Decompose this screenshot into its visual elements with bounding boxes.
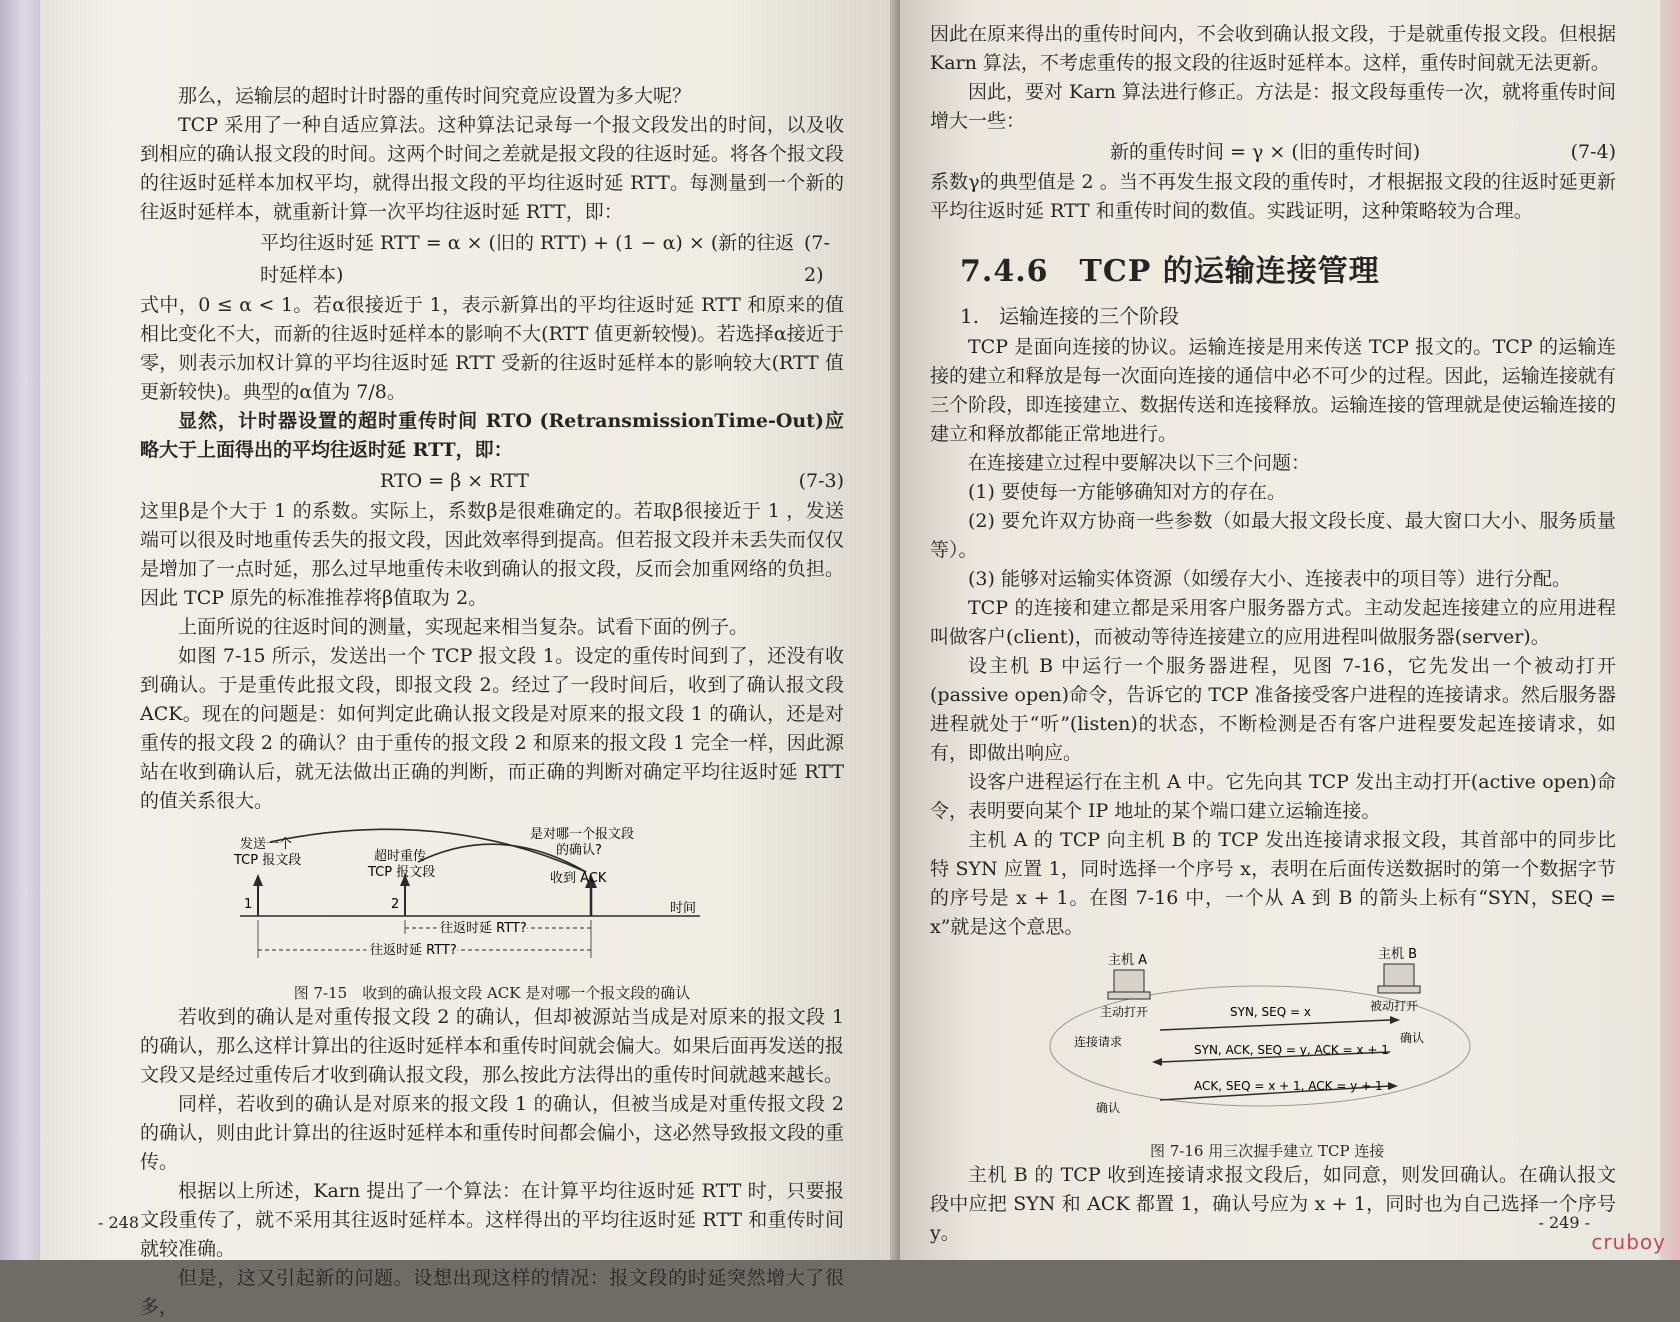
retx-label: TCP 报文段 (368, 865, 436, 880)
section-heading: 7.4.6 TCP 的运输连接管理 (960, 254, 1380, 289)
paragraph: 根据以上所述，Karn 提出了一个算法：在计算平均往返时延 RTT 时，只要报文段重传了，就不采用其往返时延样本。这样得出的平均往返时延 RTT 和重传时间就较准确。 (140, 1180, 844, 1260)
msg-syn: SYN, SEQ = x (1230, 1005, 1311, 1019)
formula-7-4 (930, 136, 1616, 168)
time-label: 时间 (670, 901, 697, 916)
list-item: (3) 能够对运输实体资源（如缓存大小、连接表中的项目等）进行分配。 (968, 568, 1571, 590)
host-a-computer-icon (1114, 970, 1144, 992)
page-number: - 249 - (1538, 1213, 1590, 1232)
paragraph: TCP 是面向连接的协议。运输连接是用来传送 TCP 报文的。TCP 的运输连接的建立和释放是每一次面向连接的通信中必不可少的过程。因此，运输连接就有三个阶段，即连接建立、数据传送和连接释放。运输连接的管理就是使运输连接的建立和释放都能正常地进行。 (930, 336, 1616, 445)
figure-7-16 (930, 947, 1616, 1161)
arrowhead (1388, 1082, 1398, 1090)
host-b-keyboard (1378, 986, 1420, 993)
paragraph: 设主机 B 中运行一个服务器进程，见图 7-16，它先发出一个被动打开(passive open)命令，告诉它的 TCP 准备接受客户进程的连接请求。然后服务器进程就处于“听”(listen)的状态，不断检测是否有客户进程要发起连接请求，如有，即做出响应。 (930, 655, 1616, 764)
paragraph: 如图 7-15 所示，发送出一个 TCP 报文段 1。设定的重传时间到了，还没有收到确认。于是重传此报文段，即报文段 2。经过了一段时间后，收到了确认报文段 ACK。现在的问题是：如何判定此确认报文段是对原来的报文段 1 的确认，还是对重传的报文段 2 的确认？由于重传的报文段 2 和原来的报文段 1 完全一样，因此源站在收到确认后，就无法做出正确的判断，而正确的判断对确定平均往返时延 RTT 的值关系很大。 (140, 645, 844, 812)
formula-7-3 (140, 465, 844, 497)
paragraph: 显然，计时器设置的超时重传时间 RTO (RetransmissionTime-Out)应略大于上面得出的平均往返时延 RTT，即： (140, 410, 844, 461)
send-label: TCP 报文段 (234, 853, 302, 868)
arrowhead (1152, 1058, 1162, 1066)
paragraph: TCP 的连接和建立都是采用客户服务器方式。主动发起连接建立的应用进程叫做客户(client)，而被动等待连接建立的应用进程叫做服务器(server)。 (930, 597, 1616, 648)
page-stack-edge (1660, 0, 1680, 1260)
host-a-keyboard (1108, 992, 1150, 999)
conn-request-label: 连接请求 (1074, 1035, 1123, 1049)
watermark: cruboy (1591, 1230, 1666, 1254)
rtt-label-1: 往返时延 RTT? (370, 943, 457, 958)
paragraph: 但是，这又引起新的问题。设想出现这样的情况：报文段的时延突然增大了很多， (140, 1267, 844, 1318)
active-open-label: 主动打开 (1100, 1005, 1149, 1019)
list-item: (1) 要使每一方能够确知对方的存在。 (968, 481, 1286, 503)
msg-syn-ack: SYN, ACK, SEQ = y, ACK = x + 1 (1194, 1043, 1389, 1057)
msg-ack: ACK, SEQ = x + 1, ACK = y + 1 (1194, 1079, 1383, 1093)
formula-text: RTO = β × RTT (380, 470, 529, 492)
rtt-label-2: 往返时延 RTT? (440, 921, 527, 936)
paragraph: 因此，要对 Karn 算法进行修正。方法是：报文段每重传一次，就将重传时间增大一些： (930, 81, 1616, 132)
paragraph: 上面所说的往返时间的测量，实现起来相当复杂。试看下面的例子。 (178, 616, 749, 638)
host-a-label: 主机 A (1108, 953, 1148, 968)
host-b-label: 主机 B (1378, 947, 1418, 962)
paragraph: 主机 B 的 TCP 收到连接请求报文段后，如同意，则发回确认。在确认报文段中应把 SYN 和 ACK 都置 1，确认号应为 x + 1，同时也为自己选择一个序号 y。 (930, 1164, 1616, 1244)
paragraph: 设客户进程运行在主机 A 中。它先向其 TCP 发出主动打开(active open)命令，表明要向某个 IP 地址的某个端口建立运输连接。 (930, 771, 1616, 822)
formula-number: (7-4) (1570, 141, 1616, 163)
formula-number: (7-2) (804, 232, 830, 286)
paragraph: 若收到的确认是对重传报文段 2 的确认，但却被源站当成是对原来的报文段 1 的确认，那么这样计算出的往返时延样本和重传时间就会偏大。如果后面再发送的报文段又是经过重传后才收到确认报文段，那么按此方法得出的重传时间就越来越长。 (140, 1006, 844, 1086)
figure-caption: 图 7-16 用三次握手建立 TCP 连接 (1150, 1142, 1385, 1160)
which-label: 的确认? (556, 843, 602, 858)
host-b-computer-icon (1384, 964, 1414, 986)
paragraph: 主机 A 的 TCP 向主机 B 的 TCP 发出连接请求报文段，其首部中的同步比特 SYN 应置 1，同时选择一个序号 x，表明在后面传送数据时的第一个数据字节的序号是 x + 1。在图 7-16 中，一个从 A 到 B 的箭头上标有“SYN，SEQ = x”就是这个意思。 (930, 829, 1616, 938)
subsection-heading: 1. 运输连接的三个阶段 (960, 304, 1180, 328)
paragraph: 式中，0 ≤ α < 1。若α很接近于 1，表示新算出的平均往返时延 RTT 和原来的值相比变化不大，而新的往返时延样本的影响不大(RTT 值更新较慢)。若选择α接近于零，则表示加权计算的平均往返时延 RTT 受新的往返时延样本的影响较大(RTT 值更新较快)。典型的α值为 7/8。 (140, 294, 844, 403)
formula-number: (7-3) (798, 470, 844, 492)
figure-7-15 (140, 824, 844, 1003)
confirm-a-label: 确认 (1096, 1101, 1121, 1115)
segment-2-number: 2 (391, 897, 400, 912)
arrowhead (253, 874, 263, 886)
formula-text: 新的重传时间 = γ × (旧的重传时间) (1110, 141, 1421, 163)
paragraph: 系数γ的典型值是 2 。当不再发生报文段的重传时，才根据报文段的往返时延更新平均往返时延 RTT 和重传时间的数值。实践证明，这种策略较为合理。 (930, 171, 1616, 222)
formula-text: 平均往返时延 RTT = α × (旧的 RTT) + (1 − α) × (新的往返时延样本) (260, 232, 795, 286)
send-label: 发送一个 (240, 837, 293, 852)
paragraph: 同样，若收到的确认是对原来的报文段 1 的确认，但被当成是对重传报文段 2 的确认，则由此计算出的往返时延样本和重传时间都会偏小，这必然导致报文段的重传。 (140, 1093, 844, 1173)
paragraph: 那么，运输层的超时计时器的重传时间究竟应设置为多大呢？ (178, 85, 692, 107)
paragraph: TCP 采用了一种自适应算法。这种算法记录每一个报文段发出的时间，以及收到相应的确认报文段的时间。这两个时间之差就是报文段的往返时延。将各个报文段的往返时延样本加权平均，就得出报文段的平均往返时延 RTT。每测量到一个新的往返时延样本，就重新计算一次平均往返时延 RTT，即： (140, 114, 844, 223)
page-number: - 248 - (98, 1213, 150, 1232)
segment-1-number: 1 (244, 897, 253, 912)
figure-caption: 图 7-15 收到的确认报文段 ACK 是对哪一个报文段的确认 (293, 984, 691, 1002)
formula-7-2 (140, 227, 844, 291)
list-item: (2) 要允许双方协商一些参数（如最大报文段长度、最大窗口大小、服务质量等）。 (930, 510, 1616, 561)
paragraph: 因此在原来得出的重传时间内，不会收到确认报文段，于是就重传报文段。但根据 Karn 算法，不考虑重传的报文段的往返时延样本。这样，重传时间就无法更新。 (930, 23, 1616, 74)
paragraph: 这里β是个大于 1 的系数。实际上，系数β是很难确定的。若取β很接近于 1 ，发送端可以很及时地重传丢失的报文段，因此效率得到提高。但若报文段并未丢失而仅仅是增加了一点时延，那么过早地重传未收到确认的报文段，反而会加重网络的负担。因此 TCP 原先的标准推荐将β值取为 2。 (140, 500, 844, 609)
recv-label: 收到 ACK (550, 871, 607, 886)
rtt-ambiguity-diagram (140, 824, 844, 974)
passive-open-label: 被动打开 (1370, 999, 1419, 1013)
page-stack-edge (0, 0, 40, 1260)
which-label: 是对哪一个报文段 (530, 827, 635, 842)
right-page (900, 0, 1660, 1260)
left-page (40, 0, 900, 1318)
confirm-b-label: 确认 (1400, 1031, 1425, 1045)
arrowhead (1390, 1016, 1400, 1024)
retx-label: 超时重传 (374, 849, 427, 864)
paragraph: 在连接建立过程中要解决以下三个问题： (968, 452, 1311, 474)
three-way-handshake-diagram (930, 947, 1616, 1150)
syn-arrow (1160, 1020, 1390, 1030)
